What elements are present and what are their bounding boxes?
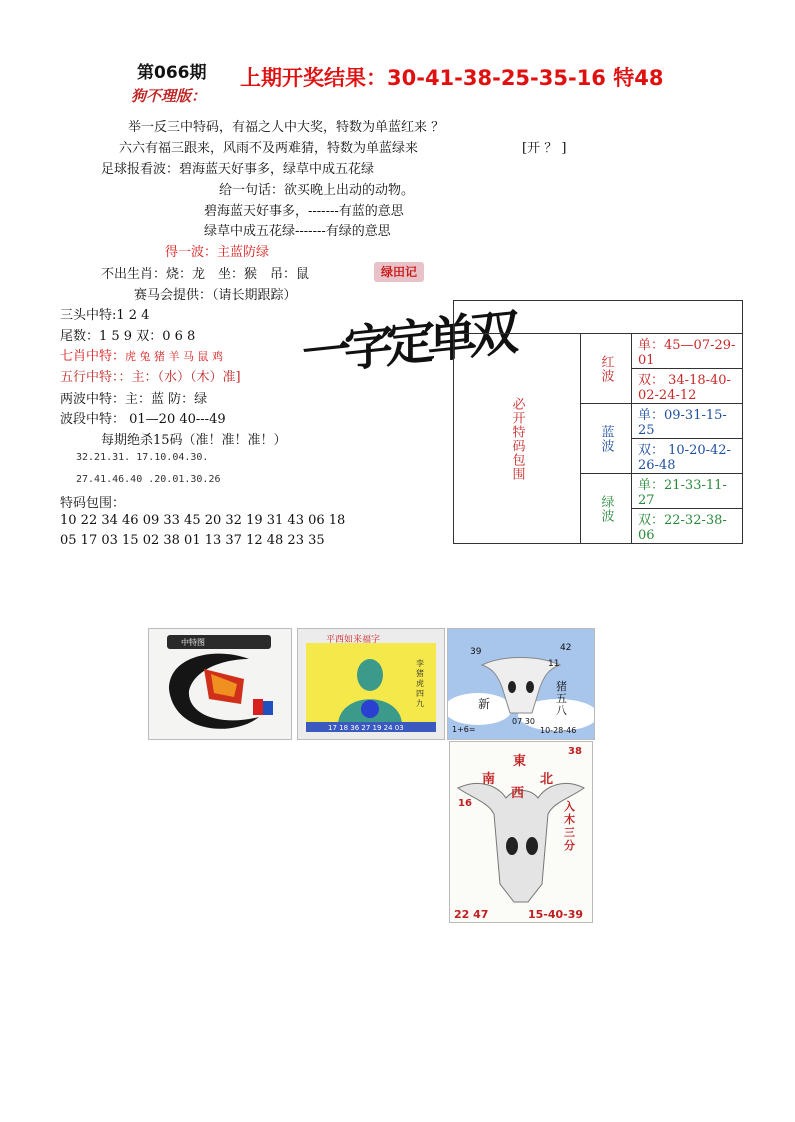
cover-title: 特码包围：: [60, 496, 126, 511]
compass-bottom-left: 22 47: [454, 908, 489, 921]
cover-row-2: 05 17 03 15 02 38 01 13 37 12 48 23 35: [60, 533, 325, 548]
buddha-numbers: 17 18 36 27 19 24 03: [328, 724, 404, 732]
compass-n38: 38: [568, 746, 582, 757]
excluded-zodiac: 不出生肖：烧：龙 坐：猴 吊：鼠: [101, 267, 310, 282]
buddha-image: [297, 628, 445, 740]
issue-number: 第066期: [137, 63, 207, 83]
blue-even-row: 双： 10-20-42-26-48: [632, 439, 743, 474]
fire-emblem-graphic: [149, 629, 291, 739]
provider-line: 赛马会提供：（请长期跟踪）: [134, 288, 297, 303]
seven-zodiac-label: 七肖中特：: [60, 349, 126, 364]
cover-row-1: 10 22 34 46 09 33 45 20 32 19 31 43 06 18: [60, 513, 346, 528]
kill-row-2: 27.41.46.40 .20.01.30.26: [76, 474, 221, 485]
green-odd-row: 单：21-33-11-27: [632, 474, 743, 509]
riddle-line-6: 绿草中成五花绿-------有绿的意思: [204, 224, 391, 239]
seven-zodiac-row: [60, 345, 223, 364]
group-red-label: 红波: [581, 334, 632, 404]
blue-odd-row: 单：09-31-15-25: [632, 404, 743, 439]
fire-emblem-image: [148, 628, 292, 740]
compass-skull-image: [449, 741, 593, 923]
kill-row-1: 32.21.31. 17.10.04.30.: [76, 452, 209, 463]
table-header-cell: [454, 301, 743, 334]
compass-west: 西: [511, 786, 525, 801]
sticker-stamp: 绿田记: [374, 262, 424, 282]
table-side-label: 必开特码包围: [454, 334, 581, 544]
compass-east: 東: [513, 754, 527, 769]
special-number-table: [453, 300, 743, 544]
red-even-row: 双： 34-18-40-02-24-12: [632, 369, 743, 404]
sky-n42: 42: [560, 643, 572, 653]
compass-bottom-right: 15-40-39: [528, 908, 584, 921]
riddle-line-1: 举一反三中特码，有福之人中大奖，特数为单蓝红来 ？: [128, 120, 445, 135]
group-green-label: 绿波: [581, 474, 632, 544]
riddle-line-3: 足球报看波：碧海蓝天好事多，绿草中成五花绿: [101, 162, 375, 177]
compass-n16: 16: [458, 798, 472, 809]
riddle-line-2: 六六有福三跟来，风雨不及两难猜，特数为单蓝绿来: [119, 141, 419, 156]
sky-n39: 39: [470, 647, 482, 657]
riddle-line-4: 给一句话：欲买晚上出动的动物。: [219, 183, 415, 198]
red-odd-row: 单：45—07-29-01: [632, 334, 743, 369]
heads-line: 三头中特:1 2 4: [60, 308, 150, 323]
group-blue-label: 蓝波: [581, 404, 632, 474]
riddle-line-5: 碧海蓝天好事多，-------有蓝的意思: [204, 204, 404, 219]
compass-south: 南: [482, 772, 496, 787]
two-waves-line: 两波中特：主：蓝 防：绿: [60, 392, 208, 407]
edition-subtitle: 狗不理版：: [131, 87, 207, 105]
compass-north: 北: [540, 772, 554, 787]
seven-zodiac-values: 虎 兔 猪 羊 马 鼠 鸡: [125, 350, 223, 363]
wave-segment-line: 波段中特： 01—20 40---49: [60, 412, 226, 427]
green-even-row: 双：22-32-38-06: [632, 509, 743, 544]
sky-bottom-2: 07 30: [512, 717, 535, 726]
sky-n11: 11: [548, 659, 560, 669]
kill-title: 每期绝杀15码（准！准！准！）: [101, 433, 287, 448]
sky-pig-text: 猪五八: [556, 680, 567, 717]
sky-new-char: 新: [478, 697, 491, 711]
compass-side-text: 入木三分: [564, 800, 575, 852]
sky-bottom-3: 10-28-46: [540, 726, 577, 735]
sky-skull-image: [447, 628, 595, 740]
buddha-side-text: 孪 猪 虎 四 九: [416, 659, 424, 708]
last-draw-headline: 上期开奖结果：30-41-38-25-35-16 特48: [240, 66, 664, 90]
open-tag: [开 ？ ]: [522, 141, 567, 156]
big-title: 一字定单双: [302, 302, 513, 384]
five-elements-line: 五行中特：：主：（水）（木）准]: [60, 370, 241, 385]
sky-bottom-1: 1+6=: [452, 725, 476, 734]
fire-caption: 中特图: [181, 638, 205, 647]
wave-hint: 得一波：主蓝防绿: [165, 245, 270, 260]
tails-line: 尾数：1 5 9 双：0 6 8: [60, 329, 196, 344]
buddha-caption: 平西如来福字: [326, 635, 381, 645]
